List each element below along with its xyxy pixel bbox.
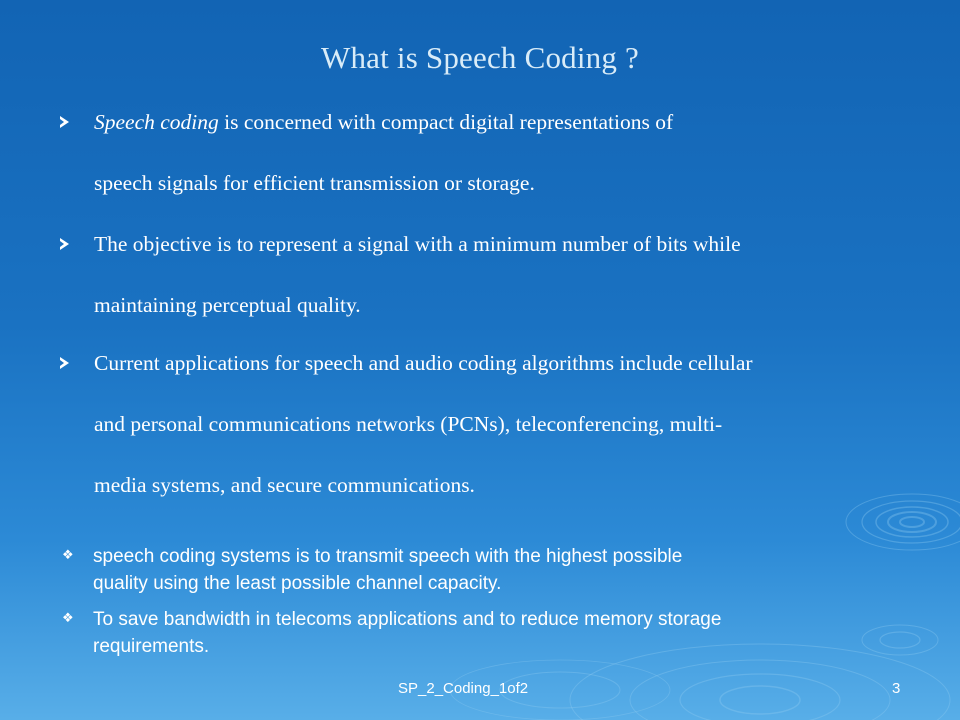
bullet-line: media systems, and secure communications. <box>94 473 475 497</box>
bullet-line-text: is concerned with compact digital representations of <box>218 110 674 134</box>
bullet-line: maintaining perceptual quality. <box>94 293 361 317</box>
diamond-bullet-icon: ❖ <box>62 548 74 563</box>
bullet-line: and personal communications networks (PCNs), teleconferencing, multi- <box>94 412 723 436</box>
bullet-line <box>94 92 914 153</box>
bullet-line: The objective is to represent a signal with a minimum number of bits while <box>94 232 741 256</box>
arrow-bullet-icon <box>60 116 69 128</box>
slide-number: 3 <box>892 680 901 697</box>
sub-bullet-line: speech coding systems is to transmit speech with the highest possible <box>93 546 683 567</box>
emphasis-text: Speech coding <box>94 110 219 134</box>
sub-bullet-line: To save bandwidth in telecoms applications and to reduce memory storage <box>93 609 722 630</box>
sub-bullet-line: requirements. <box>93 636 210 657</box>
slide-title: What is Speech Coding ? <box>321 40 639 75</box>
arrow-bullet-icon <box>60 357 69 369</box>
footer-label: SP_2_Coding_1of2 <box>398 680 529 697</box>
bullet-line: Current applications for speech and audio coding algorithms include cellular <box>94 351 753 375</box>
bullet-line: speech signals for efficient transmission or storage. <box>94 171 535 195</box>
arrow-bullet-icon <box>60 238 69 250</box>
sub-bullet-line: quality using the least possible channel capacity. <box>93 573 502 594</box>
diamond-bullet-icon: ❖ <box>62 611 74 626</box>
